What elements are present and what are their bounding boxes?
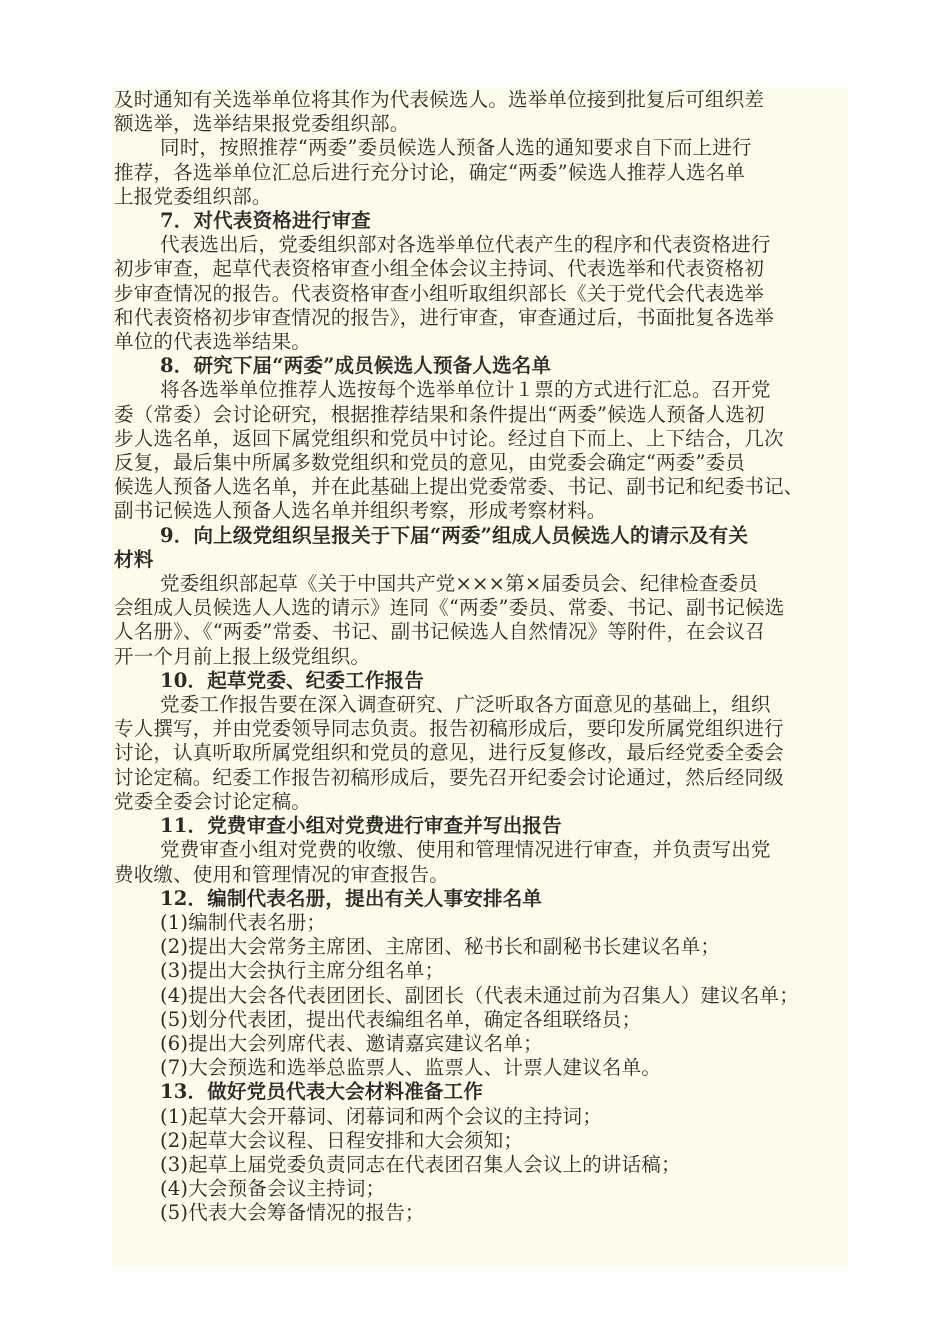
paragraph-line: 专人撰写，并由党委领导同志负责。报告初稿形成后，要印发所属党组织进行 [114, 717, 784, 741]
paragraph-line: 步人选名单，返回下属党组织和党员中讨论。经过自下而上、上下结合，几次 [114, 426, 784, 450]
section-heading: 12．编制代表名册，提出有关人事安排名单 [160, 886, 543, 910]
paragraph-line: 党委全委会讨论定稿。 [114, 789, 312, 813]
list-item: (2)起草大会议程、日程安排和大会须知； [160, 1128, 524, 1152]
list-item: (4)提出大会各代表团团长、副团长（代表未通过前为召集人）建议名单； [160, 983, 799, 1007]
section-heading: 9．向上级党组织呈报关于下届“两委”组成人员候选人的请示及有关 [160, 523, 749, 547]
list-item: (6)提出大会列席代表、邀请嘉宾建议名单； [160, 1031, 543, 1055]
paragraph-line: 单位的代表选举结果。 [114, 330, 312, 354]
paragraph-line: 人名册》、《“两委”常委、书记、副书记候选人自然情况》等附件，在会议召 [114, 620, 765, 644]
paragraph-line: 和代表资格初步审查情况的报告》，进行审查，审查通过后，书面批复各选举 [114, 305, 775, 329]
paragraph-first-line: 代表选出后，党委组织部对各选举单位代表产生的程序和代表资格进行 [160, 233, 771, 257]
section-heading: 10．起草党委、纪委工作报告 [160, 668, 424, 692]
paragraph-first-line: 党费审查小组对党费的收缴、使用和管理情况进行审查，并负责写出党 [160, 838, 771, 862]
document-page [112, 88, 848, 1266]
list-item: (5)划分代表团，提出代表编组名单，确定各组联络员； [160, 1007, 642, 1031]
paragraph-line: 反复，最后集中所属多数党组织和党员的意见，由党委会确定“两委”委员 [114, 451, 746, 475]
section-heading: 7．对代表资格进行审查 [160, 209, 371, 233]
paragraph-line: 讨论定稿。纪委工作报告初稿形成后，要先召开纪委会讨论通过，然后经同级 [114, 765, 784, 789]
list-item: (1)编制代表名册； [160, 910, 327, 934]
paragraph-line: 副书记候选人预备人选名单并组织考察，形成考察材料。 [114, 499, 607, 523]
section-heading: 11．党费审查小组对党费进行审查并写出报告 [160, 814, 562, 838]
paragraph-line: 会组成人员候选人人选的请示》连同《“两委”委员、常委、书记、副书记候选 [114, 596, 785, 620]
list-item: (3)提出大会执行主席分组名单； [160, 959, 445, 983]
paragraph-first-line: 党委工作报告要在深入调查研究、广泛听取各方面意见的基础上，组织 [160, 693, 771, 717]
paragraph-line: 开一个月前上报上级党组织。 [114, 644, 371, 668]
list-item: (4)大会预备会议主持词； [160, 1177, 386, 1201]
paragraph-line: 费收缴、使用和管理情况的审查报告。 [114, 862, 449, 886]
paragraph-line: 推荐，各选举单位汇总后进行充分讨论，确定“两委”候选人推荐人选名单 [114, 160, 746, 184]
section-heading-continued: 材料 [114, 547, 154, 571]
paragraph-line: 额选举，选举结果报党委组织部。 [114, 112, 410, 136]
list-item: (3)起草上届党委负责同志在代表团召集人会议上的讲话稿； [160, 1152, 681, 1176]
paragraph-first-line: 同时，按照推荐“两委”委员候选人预备人选的通知要求自下而上进行 [160, 136, 752, 160]
paragraph-line: 及时通知有关选举单位将其作为代表候选人。选举单位接到批复后可组织差 [114, 88, 765, 111]
section-heading: 13．做好党员代表大会材料准备工作 [160, 1080, 484, 1104]
paragraph-line: 步审查情况的报告。代表资格审查小组听取组织部长《关于党代会代表选举 [114, 281, 765, 305]
paragraph-line: 讨论，认真听取所属党组织和党员的意见，进行反复修改，最后经党委全委会 [114, 741, 784, 765]
paragraph-line: 候选人预备人选名单，并在此基础上提出党委常委、书记、副书记和纪委书记、 [114, 475, 804, 499]
paragraph-first-line: 党委组织部起草《关于中国共产党×××第×届委员会、纪律检查委员 [160, 572, 759, 596]
list-item: (7)大会预选和选举总监票人、监票人、计票人建议名单。 [160, 1056, 662, 1080]
paragraph-line: 上报党委组织部。 [114, 184, 272, 208]
paragraph-line: 初步审查，起草代表资格审查小组全体会议主持词、代表选举和代表资格初 [114, 257, 765, 281]
paragraph-first-line: 将各选举单位推荐人选按每个选举单位计１票的方式进行汇总。召开党 [160, 378, 771, 402]
list-item: (1)起草大会开幕词、闭幕词和两个会议的主持词； [160, 1104, 602, 1128]
list-item: (5)代表大会筹备情况的报告； [160, 1201, 425, 1225]
paragraph-line: 委（常委）会讨论研究，根据推荐结果和条件提出“两委”候选人预备人选初 [114, 402, 765, 426]
section-heading: 8．研究下届“两委”成员候选人预备人选名单 [160, 354, 552, 378]
list-item: (2)提出大会常务主席团、主席团、秘书长和副秘书长建议名单； [160, 935, 721, 959]
